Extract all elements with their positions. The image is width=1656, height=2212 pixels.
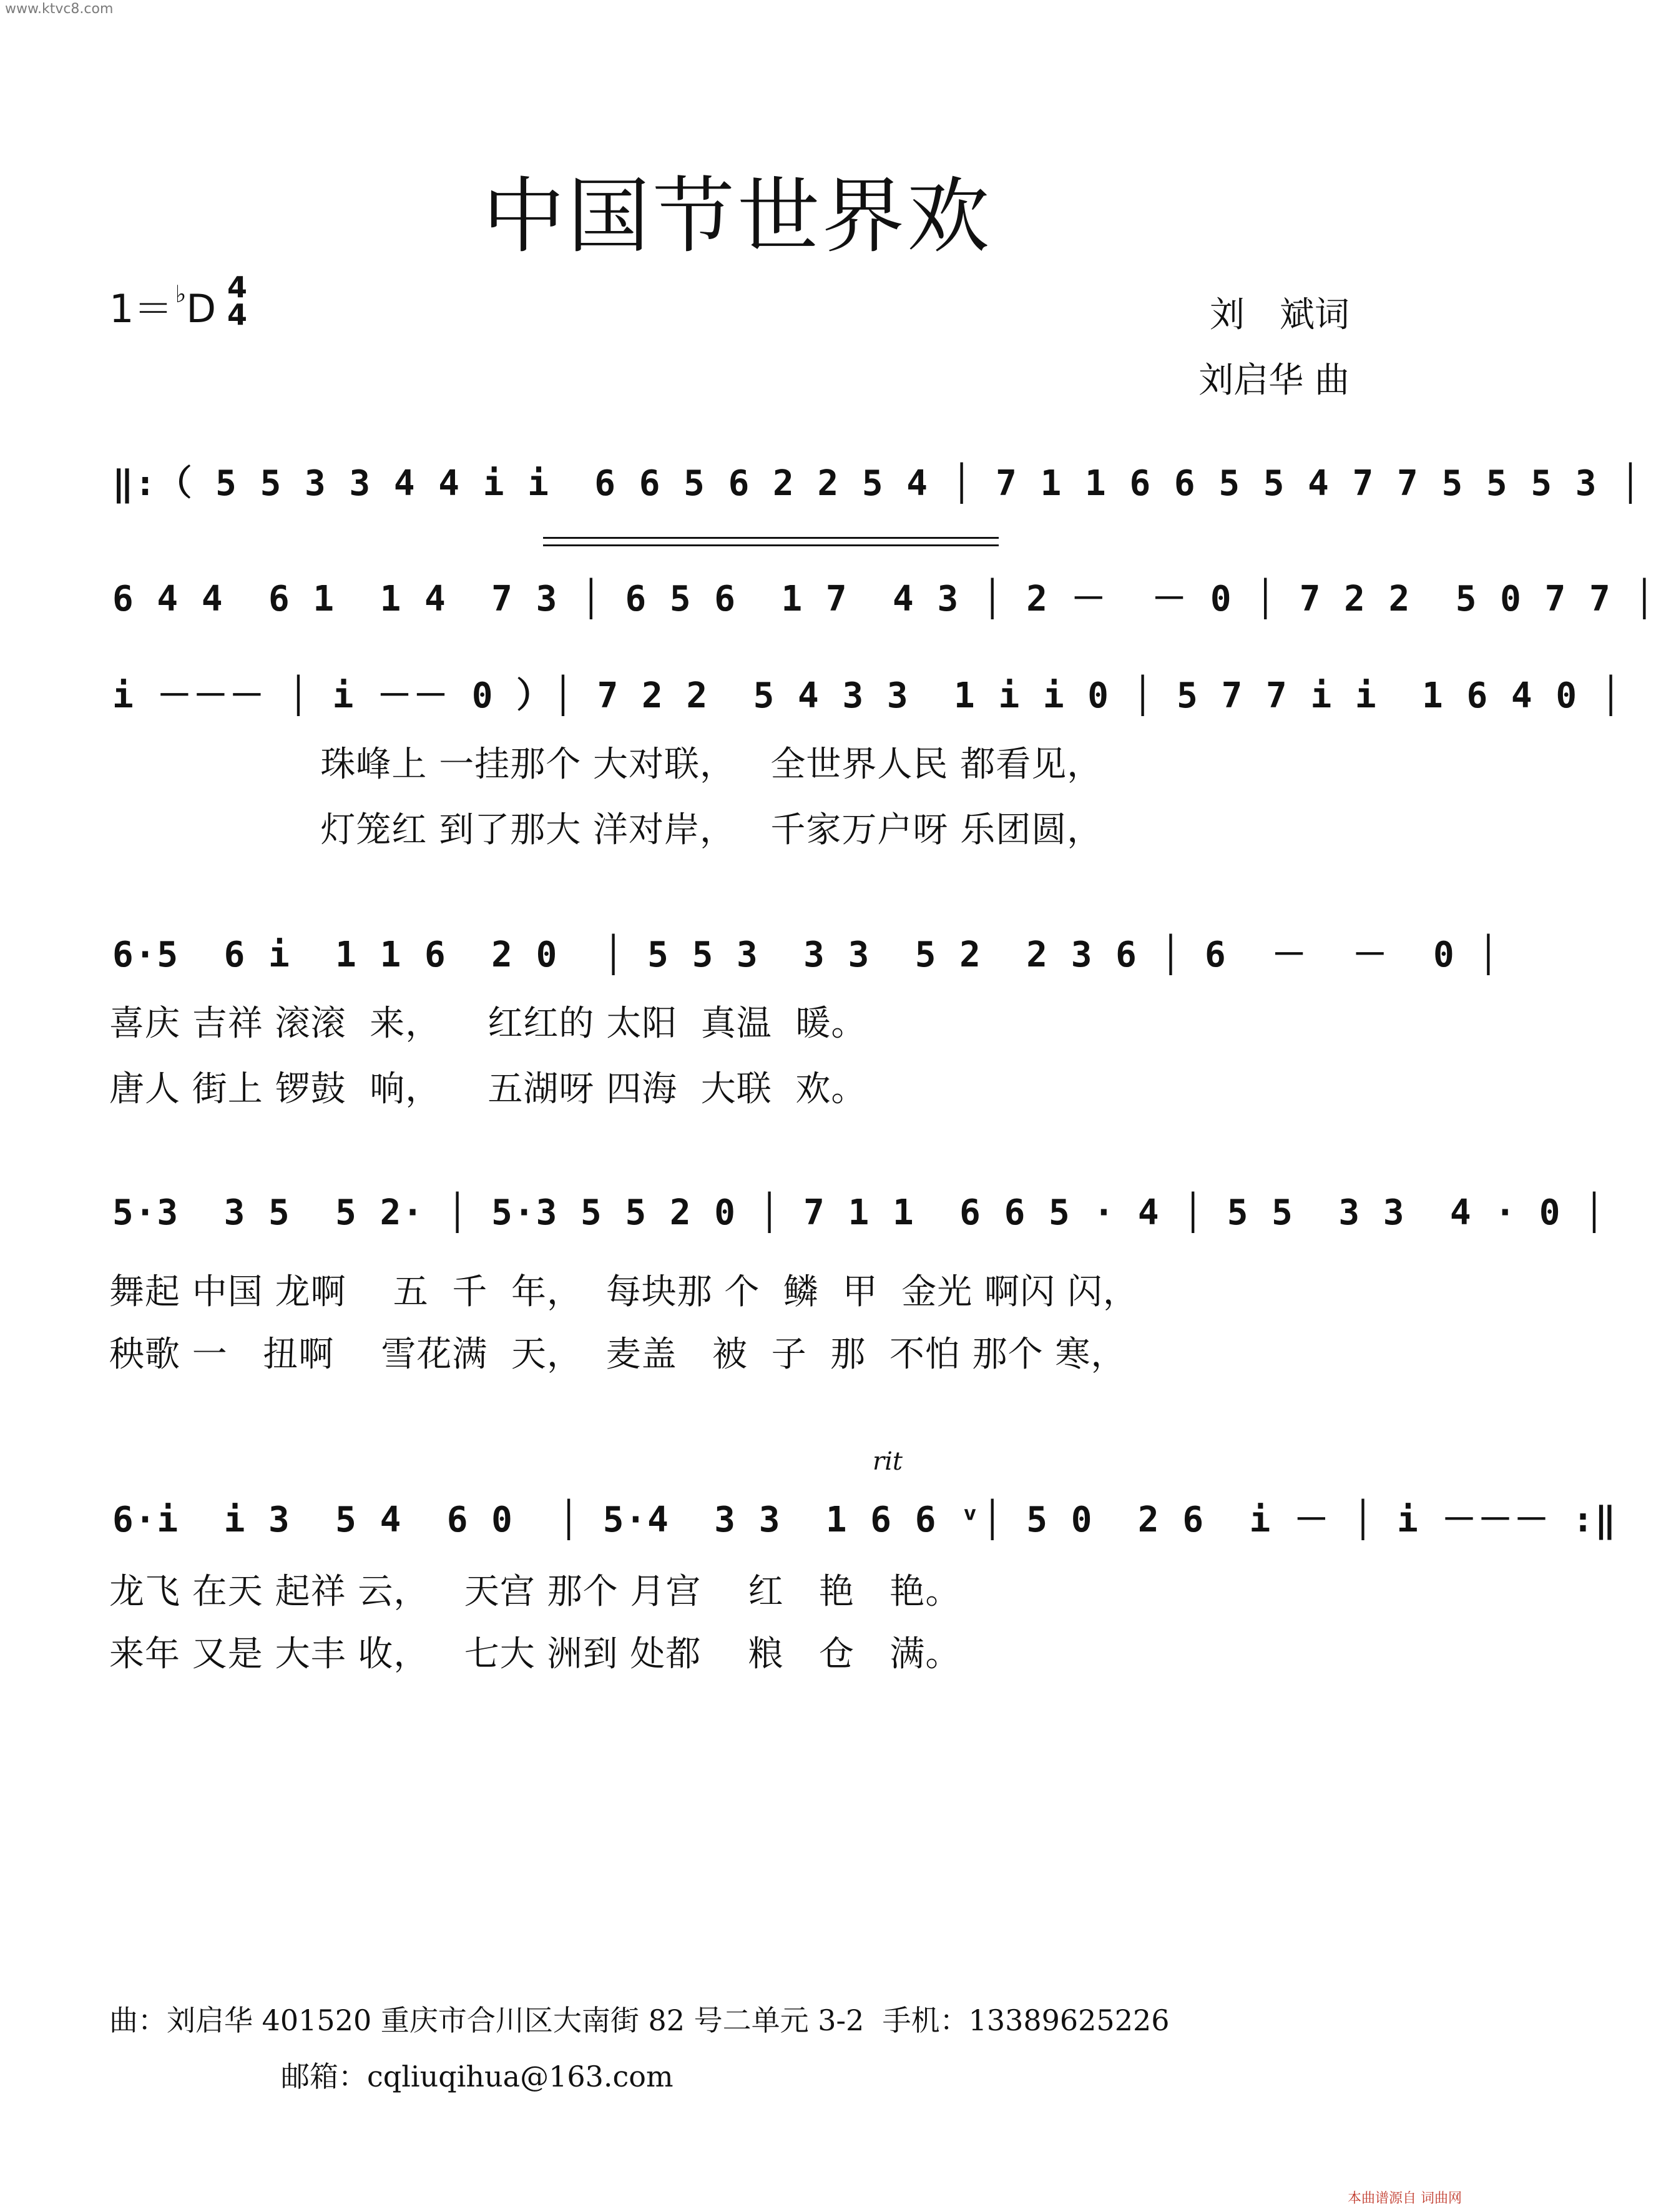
score-line-1: ‖:（ 5 5 3 3 4 4 i i 6 6 5 6 2 2 5 4 │ 7 1 1 6 6 5 5 4 7 7 5 5 5 3 │ xyxy=(112,463,1642,504)
lyric-line-4-verse-1: 喜庆 吉祥 滚滚 来， 红红的 太阳 真温 暖。 xyxy=(109,1003,867,1044)
score-line-4: 6·5 6 i 1 1 6 2 0 │ 5 5 3 3 3 5 2 2 3 6 │ 6 － － 0 │ xyxy=(112,935,1501,975)
lyric-line-4-verse-2: 唐人 街上 锣鼓 响， 五湖呀 四海 大联 欢。 xyxy=(109,1069,867,1109)
lyric-line-5-verse-2: 秧歌 一 扭啊 雪花满 天， 麦盖 被 子 那 不怕 那个 寒， xyxy=(109,1334,1127,1375)
composer-credit: 刘启华 曲 xyxy=(1198,360,1350,401)
score-line-2: 6 4 4 6 1 1 4 7 3 │ 6 5 6 1 7 4 3 │ 2 － － 0 │ 7 2 2 5 0 7 7 │ xyxy=(112,579,1656,619)
score-line-6: 6·i i 3 5 4 6 0 │ 5·4 3 3 1 6 6 ᵛ│ 5 0 2 6 i － │ i －－－ :‖ xyxy=(112,1500,1617,1540)
lyric-line-6-verse-1: 龙飞 在天 起祥 云， 天宫 那个 月宫 红 艳 艳。 xyxy=(109,1571,961,1612)
lyric-line-5-verse-1: 舞起 中国 龙啊 五 千 年， 每块那 个 鳞 甲 金光 啊闪 闪， xyxy=(109,1272,1139,1312)
song-title: 中国节世界欢 xyxy=(483,169,992,265)
site-watermark: www.ktvc8.com xyxy=(5,1,114,17)
time-signature xyxy=(225,270,250,332)
ritardando-mark: rit xyxy=(873,1447,903,1476)
key-note: D xyxy=(186,286,217,332)
lyricist-credit: 刘 斌词 xyxy=(1210,295,1350,335)
source-watermark: 本曲谱源自 词曲网 xyxy=(1348,2191,1462,2206)
lyric-line-6-verse-2: 来年 又是 大丰 收， 七大 洲到 处都 粮 仓 满。 xyxy=(109,1634,961,1674)
time-signature-bottom: 4 xyxy=(227,298,247,332)
contact-line-1: 曲：刘启华 401520 重庆市合川区大南街 82 号二单元 3-2 手机：13389625226 xyxy=(109,2003,1170,2037)
time-signature-top: 4 xyxy=(227,270,247,304)
score-line-3: i －－－ │ i －－ 0 ）│ 7 2 2 5 4 3 3 1 i i 0 │ 5 7 7 i i 1 6 4 0 │ xyxy=(112,676,1623,716)
key-prefix: 1＝ xyxy=(109,286,173,332)
crescendo-line xyxy=(543,544,999,546)
crescendo-line xyxy=(543,537,999,539)
key-signature xyxy=(109,278,216,333)
score-line-5: 5·3 3 5 5 2· │ 5·3 5 5 2 0 │ 7 1 1 6 6 5 · 4 │ 5 5 3 3 4 · 0 │ xyxy=(112,1192,1606,1233)
lyric-line-3-verse-1: 珠峰上 一挂那个 大对联， 全世界人民 都看见， xyxy=(109,744,1103,785)
lyric-line-3-verse-2: 灯笼红 到了那大 洋对岸， 千家万户呀 乐团圆， xyxy=(109,810,1103,850)
contact-line-2: 邮箱：cqliuqihua@163.com xyxy=(281,2060,674,2093)
flat-icon: ♭ xyxy=(175,280,187,308)
